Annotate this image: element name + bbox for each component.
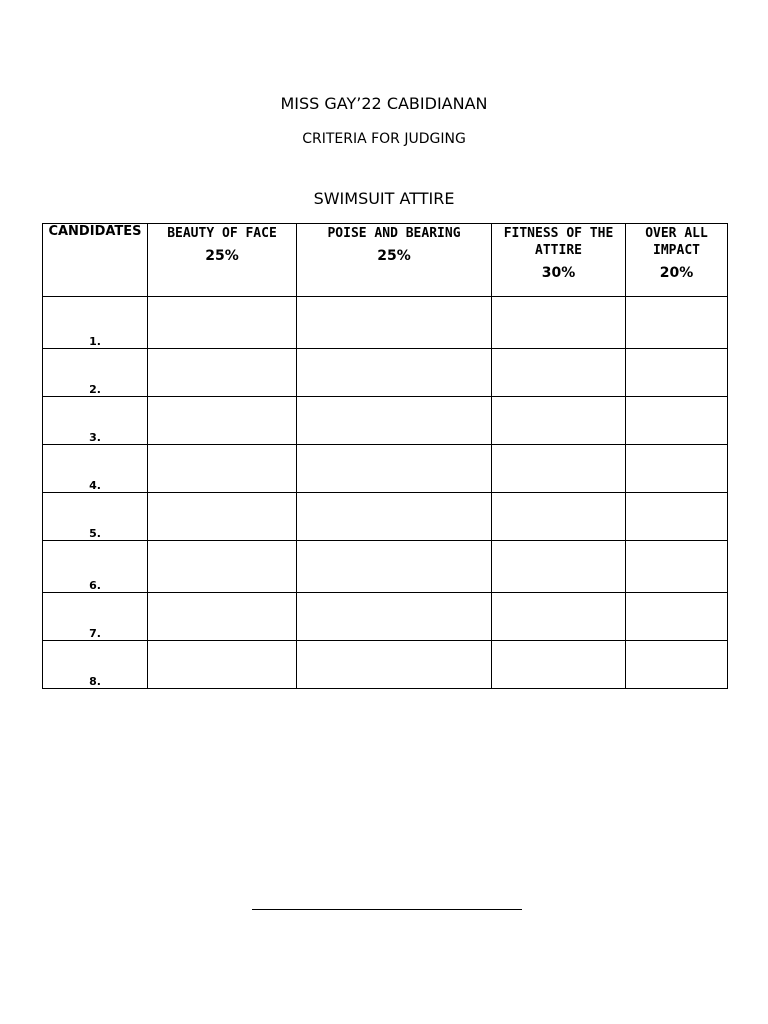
- candidate-number: 6.: [43, 541, 148, 593]
- category-title: SWIMSUIT ATTIRE: [313, 189, 455, 208]
- score-cell[interactable]: [297, 541, 492, 593]
- criteria-header-fitness: [492, 224, 626, 297]
- score-cell[interactable]: [626, 493, 728, 541]
- table-row: [43, 349, 728, 397]
- candidate-number: 5.: [43, 493, 148, 541]
- score-cell[interactable]: [626, 445, 728, 493]
- score-cell[interactable]: [148, 641, 297, 689]
- page-subtitle: CRITERIA FOR JUDGING: [302, 131, 466, 147]
- score-cell[interactable]: [626, 349, 728, 397]
- score-cell[interactable]: [297, 493, 492, 541]
- criteria-weight: 20%: [659, 265, 694, 281]
- criteria-weight: 25%: [377, 248, 411, 264]
- score-cell[interactable]: [626, 397, 728, 445]
- score-cell[interactable]: [626, 641, 728, 689]
- candidates-header: CANDIDATES: [43, 224, 148, 297]
- table-row: [43, 593, 728, 641]
- score-cell[interactable]: [492, 397, 626, 445]
- score-cell[interactable]: [626, 593, 728, 641]
- score-cell[interactable]: [148, 493, 297, 541]
- table-row: [43, 445, 728, 493]
- score-cell[interactable]: [297, 297, 492, 349]
- page-title: MISS GAY’22 CABIDIANAN: [280, 94, 488, 113]
- score-cell[interactable]: [492, 593, 626, 641]
- score-cell[interactable]: [297, 445, 492, 493]
- criteria-label: FITNESS OF THE ATTIRE: [503, 226, 614, 258]
- score-cell[interactable]: [148, 397, 297, 445]
- candidate-number: 1.: [43, 297, 148, 349]
- score-cell[interactable]: [297, 349, 492, 397]
- criteria-header-poise: [297, 224, 492, 297]
- score-cell[interactable]: [492, 641, 626, 689]
- table-row: [43, 541, 728, 593]
- score-cell[interactable]: [148, 593, 297, 641]
- score-cell[interactable]: [492, 493, 626, 541]
- candidate-number: 4.: [43, 445, 148, 493]
- scoring-table: [42, 223, 728, 689]
- score-cell[interactable]: [626, 297, 728, 349]
- score-cell[interactable]: [492, 349, 626, 397]
- score-cell[interactable]: [297, 593, 492, 641]
- table-row: [43, 641, 728, 689]
- candidate-number: 3.: [43, 397, 148, 445]
- candidate-number: 7.: [43, 593, 148, 641]
- score-cell[interactable]: [492, 541, 626, 593]
- criteria-header-impact: [626, 224, 728, 297]
- candidate-number: 2.: [43, 349, 148, 397]
- score-cell[interactable]: [297, 641, 492, 689]
- score-cell[interactable]: [492, 445, 626, 493]
- score-cell[interactable]: [297, 397, 492, 445]
- candidate-number: 8.: [43, 641, 148, 689]
- table-row: [43, 493, 728, 541]
- score-cell[interactable]: [148, 297, 297, 349]
- table-row: [43, 297, 728, 349]
- table-row: [43, 397, 728, 445]
- table-header-row: [43, 224, 728, 297]
- score-cell[interactable]: [492, 297, 626, 349]
- score-cell[interactable]: [148, 349, 297, 397]
- score-cell[interactable]: [148, 541, 297, 593]
- criteria-weight: 25%: [205, 248, 239, 264]
- criteria-weight: 30%: [541, 265, 576, 281]
- criteria-label: OVER ALL IMPACT: [645, 226, 708, 258]
- score-cell[interactable]: [148, 445, 297, 493]
- signature-line[interactable]: [252, 909, 522, 910]
- criteria-label: POISE AND BEARING: [327, 226, 461, 241]
- criteria-label: BEAUTY OF FACE: [167, 226, 277, 241]
- score-cell[interactable]: [626, 541, 728, 593]
- criteria-header-beauty: [148, 224, 297, 297]
